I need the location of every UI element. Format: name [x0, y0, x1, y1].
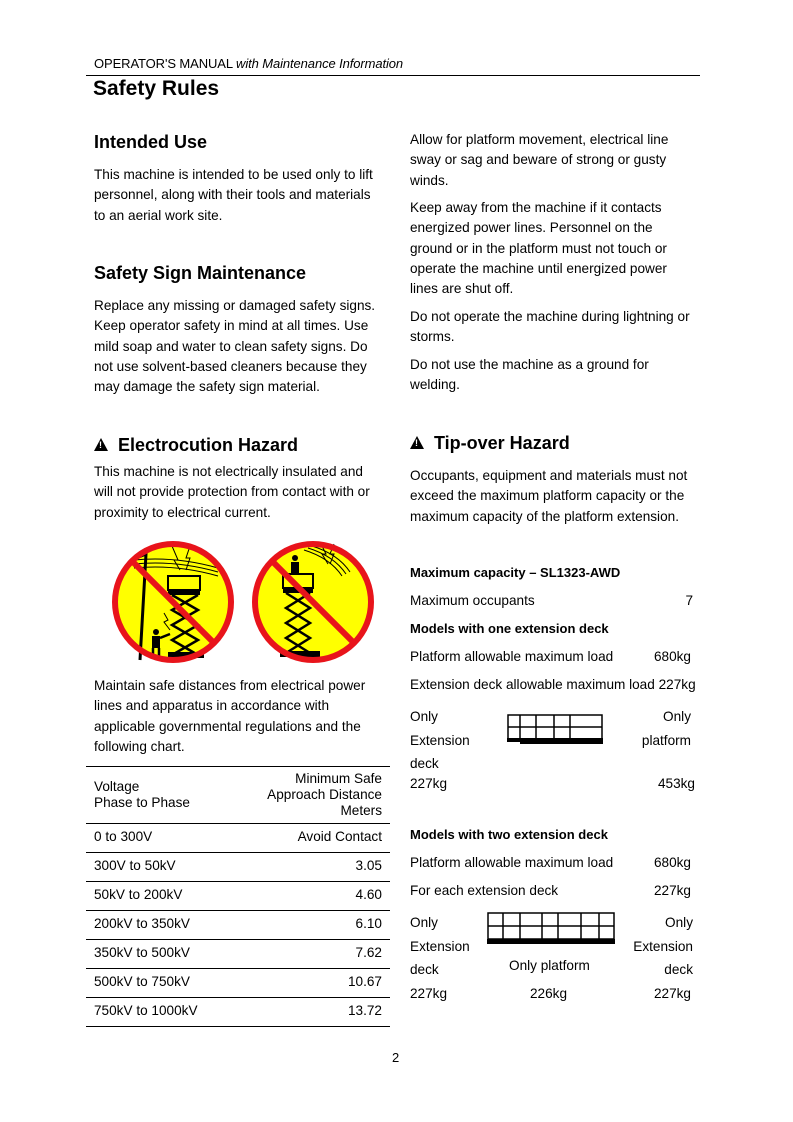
one-deck-title: Models with one extension deck: [410, 621, 609, 636]
table-rule: [86, 881, 390, 882]
one-deck-platform-diagram: [507, 714, 603, 746]
label-line: deck: [664, 962, 693, 977]
two-deck-platform-diagram: [487, 912, 615, 946]
header-line: Meters: [340, 803, 382, 818]
sign-maintenance-heading: Safety Sign Maintenance: [94, 263, 307, 283]
text-line: Keep operator safety in mind at all times. Use: [94, 318, 369, 334]
table-row: [94, 858, 382, 873]
page-title: Safety Rules: [93, 77, 220, 100]
intended-use-heading: Intended Use: [94, 132, 208, 152]
text-line: sway or sag and beware of strong or gusty: [410, 152, 667, 168]
text-line: Maintain safe distances from electrical power: [94, 678, 366, 693]
label-line: Only: [410, 915, 438, 930]
text-line: Do not use the machine as a ground for: [410, 357, 649, 372]
one-deck-platform-label: Platform allowable maximum load: [410, 649, 614, 664]
distance-cell: 10.67: [347, 974, 382, 989]
text-line: not use solvent-based cleaners because they: [94, 358, 367, 374]
label-line: Only: [665, 915, 693, 930]
keep-away-text: [410, 198, 667, 299]
text-line: Replace any missing or damaged safety signs.: [94, 298, 376, 313]
header-line: Phase to Phase: [94, 795, 190, 810]
table-row: [94, 1003, 382, 1018]
table-rule: [86, 766, 390, 767]
text-line: to an aerial work site.: [94, 207, 223, 223]
intended-use-text: [94, 165, 373, 226]
manual-subtitle: with Maintenance Information: [236, 56, 404, 71]
table-row: [94, 829, 382, 844]
header-line: Minimum Safe: [295, 771, 382, 786]
text-line: storms.: [410, 329, 455, 345]
table-row: [94, 945, 382, 960]
text-line: may damage the safety sign material.: [94, 379, 320, 395]
two-deck-each-label: For each extension deck: [410, 883, 559, 898]
running-header: [94, 56, 403, 71]
warning-triangle-icon: [410, 436, 424, 449]
distance-cell: 3.05: [355, 858, 382, 873]
manual-name: OPERATOR'S MANUAL: [94, 56, 233, 71]
capacity-title: Maximum capacity – SL1323-AWD: [410, 565, 621, 580]
distance-cell: 7.62: [355, 945, 382, 960]
text-line: Occupants, equipment and materials must not: [410, 468, 688, 483]
one-deck-left-label: [410, 705, 470, 776]
two-deck-right-value: 227kg: [653, 986, 691, 1001]
no-power-line-contact-sign: [106, 538, 240, 666]
text-line: maximum capacity of the platform extension.: [410, 508, 679, 524]
text-line: energized power lines. Personnel on the: [410, 220, 653, 236]
two-deck-platform-label: Platform allowable maximum load: [410, 855, 614, 870]
voltage-cell: 50kV to 200kV: [94, 887, 183, 902]
table-rule: [86, 1026, 390, 1027]
table-rule: [86, 968, 390, 969]
ext-value: 227kg: [658, 677, 696, 692]
text-line: following chart.: [94, 738, 185, 754]
table-row: [94, 916, 382, 931]
two-deck-center-value: 226kg: [530, 986, 568, 1001]
table-rule: [86, 997, 390, 998]
text-line: proximity to electrical current.: [94, 504, 271, 520]
label-line: Extension: [633, 938, 693, 954]
text-line: lines are shut off.: [410, 281, 514, 297]
text-line: personnel, along with their tools and materials: [94, 187, 371, 203]
heading-text: Electrocution Hazard: [118, 435, 299, 455]
label-line: platform: [641, 732, 691, 748]
text-line: Keep away from the machine if it contacts: [410, 200, 662, 215]
ext-label: Extension deck allowable maximum load: [410, 677, 655, 692]
welding-text: [410, 355, 649, 396]
text-line: Allow for platform movement, electrical line: [410, 132, 669, 147]
voltage-cell: 0 to 300V: [94, 829, 153, 844]
one-deck-right-value: 453kg: [657, 776, 695, 791]
distance-cell: Avoid Contact: [297, 829, 382, 844]
label-line: Only: [663, 709, 691, 724]
table-rule: [86, 910, 390, 911]
header-rule: [86, 75, 700, 76]
warning-triangle-icon: [94, 438, 108, 451]
text-line: applicable governmental regulations and the: [94, 718, 361, 734]
text-line: welding.: [410, 377, 460, 393]
tipover-heading: [410, 433, 570, 454]
distance-cell: 6.10: [355, 916, 382, 931]
text-line: lines and apparatus in accordance with: [94, 698, 330, 714]
table-row: [94, 887, 382, 902]
column-header-voltage: [94, 779, 190, 811]
table-rule: [86, 852, 390, 853]
electrocution-text: [94, 462, 370, 523]
two-deck-each-value: 227kg: [653, 883, 691, 898]
page-number: 2: [392, 1050, 400, 1065]
text-line: mild soap and water to clean safety signs. Do: [94, 338, 368, 354]
one-deck-right-label: [600, 705, 691, 752]
distance-cell: 4.60: [355, 887, 382, 902]
two-deck-left-value: 227kg: [410, 986, 448, 1001]
one-deck-left-value: 227kg: [410, 776, 448, 791]
distance-cell: 13.72: [347, 1003, 382, 1018]
table-rule: [86, 939, 390, 940]
voltage-cell: 300V to 50kV: [94, 858, 176, 873]
header-line: Voltage: [94, 779, 140, 794]
chart-intro-text: [94, 676, 365, 757]
max-occupants-value: 7: [685, 593, 693, 608]
label-line: deck: [410, 962, 439, 977]
voltage-cell: 200kV to 350kV: [94, 916, 190, 931]
lightning-text: [410, 307, 690, 348]
one-deck-ext-row: [410, 677, 696, 692]
text-line: This machine is intended to be used only to lift: [94, 167, 373, 182]
heading-text: Tip-over Hazard: [434, 433, 570, 453]
header-line: Approach Distance: [267, 787, 382, 802]
label-line: Only: [410, 709, 438, 724]
two-deck-title: Models with two extension deck: [410, 827, 608, 842]
two-deck-center-label: Only platform: [509, 958, 590, 973]
column-header-distance: [230, 771, 382, 819]
text-line: This machine is not electrically insulated and: [94, 464, 363, 479]
table-row: [94, 974, 382, 989]
text-line: exceed the maximum platform capacity or the: [410, 488, 685, 504]
electrocution-heading: [94, 435, 298, 456]
voltage-cell: 750kV to 1000kV: [94, 1003, 198, 1018]
two-deck-platform-value: 680kg: [653, 855, 691, 870]
label-line: deck: [410, 756, 439, 771]
sign-maintenance-text: [94, 296, 375, 397]
platform-movement-text: [410, 130, 668, 191]
one-deck-platform-value: 680kg: [653, 649, 691, 664]
no-overhead-line-contact-sign: [246, 538, 380, 666]
voltage-cell: 500kV to 750kV: [94, 974, 190, 989]
label-line: Extension: [410, 732, 470, 748]
text-line: Do not operate the machine during lightning or: [410, 309, 690, 324]
table-rule: [86, 823, 390, 824]
text-line: operate the machine until energized power: [410, 260, 667, 276]
label-line: Extension: [410, 938, 470, 954]
max-occupants-label: Maximum occupants: [410, 593, 535, 608]
text-line: will not provide protection from contact with or: [94, 484, 370, 500]
text-line: winds.: [410, 172, 449, 188]
two-deck-left-label: [410, 911, 470, 982]
voltage-cell: 350kV to 500kV: [94, 945, 190, 960]
text-line: ground or in the platform must not touch or: [410, 240, 667, 256]
tipover-text: [410, 466, 687, 527]
